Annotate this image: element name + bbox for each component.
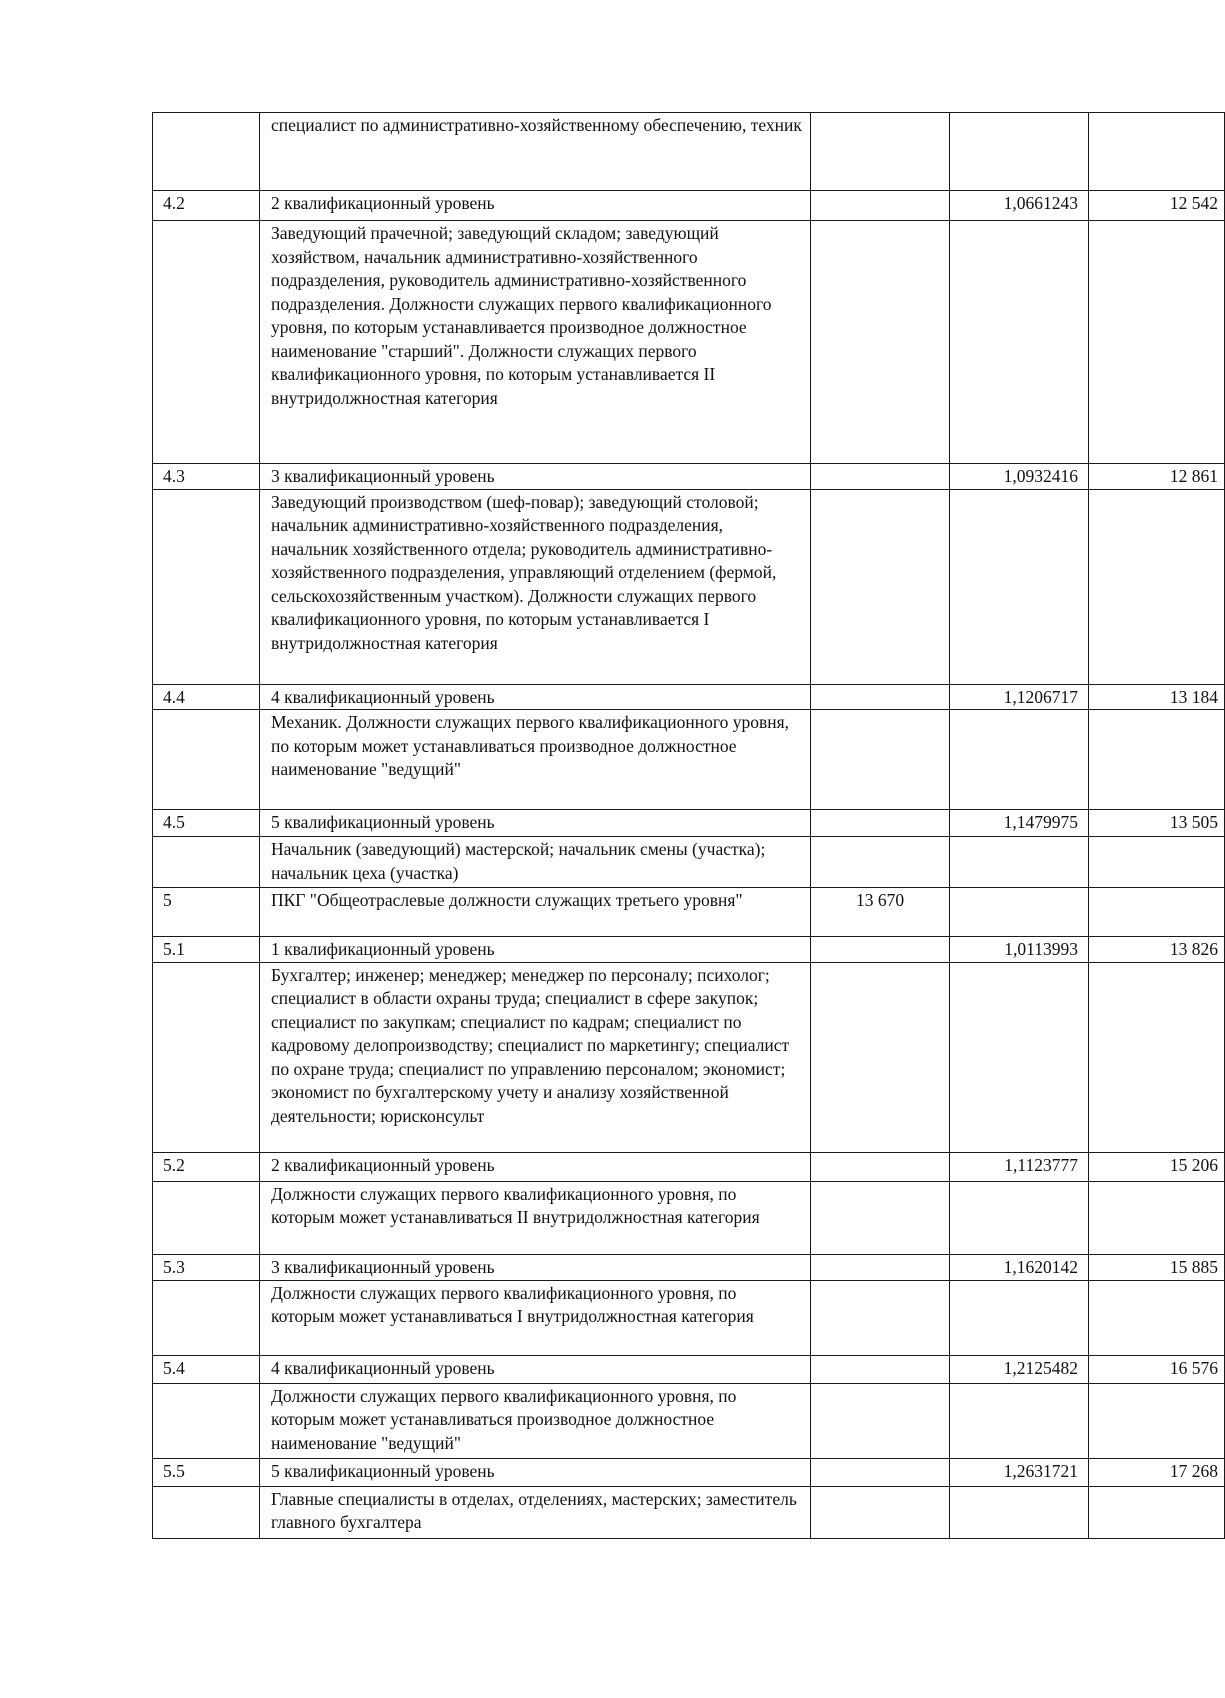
base-salary-cell (811, 191, 950, 221)
table-row (153, 962, 1225, 1152)
salary-cell (1089, 1280, 1225, 1355)
position-list: Главные специалисты в отделах, отделениях, мастерских; заместитель главного бухгалтера (260, 1486, 811, 1538)
table-row (153, 489, 1225, 684)
table-row (153, 1486, 1225, 1538)
coefficient-cell (950, 113, 1089, 191)
position-text: специалист по административно-хозяйственному обеспечению, техник (260, 113, 811, 191)
table-row (153, 1280, 1225, 1355)
coefficient-cell (950, 1383, 1089, 1458)
row-number: 4.5 (153, 810, 260, 837)
table-row (153, 1254, 1225, 1280)
table-row (153, 1458, 1225, 1486)
coefficient-cell: 1,1620142 (950, 1254, 1089, 1280)
base-salary-cell (811, 1383, 950, 1458)
base-salary-cell (811, 937, 950, 963)
table-row (153, 191, 1225, 221)
base-salary-cell (811, 221, 950, 464)
row-number: 5.4 (153, 1355, 260, 1383)
row-number: 5.1 (153, 937, 260, 963)
coefficient-cell: 1,2125482 (950, 1355, 1089, 1383)
salary-table (152, 112, 1225, 1539)
qualification-level: 5 квалификационный уровень (260, 810, 811, 837)
salary-cell (1089, 962, 1225, 1152)
salary-cell: 15 885 (1089, 1254, 1225, 1280)
salary-cell: 17 268 (1089, 1458, 1225, 1486)
qualification-level: 3 квалификационный уровень (260, 1254, 811, 1280)
coefficient-cell: 1,1123777 (950, 1152, 1089, 1181)
salary-cell: 12 861 (1089, 464, 1225, 490)
base-salary-cell (811, 1280, 950, 1355)
coefficient-cell (950, 1486, 1089, 1538)
salary-cell (1089, 113, 1225, 191)
position-list: Заведующий прачечной; заведующий складом; заведующий хозяйством, начальник административно-хозяйственного подразделения, руководитель административно-хозяйственного подразделения. Должности служащих первого квалификационного уровня, по которым устанавливается производное должностное наименование "старший". Должности служащих первого квалификационного уровня, по которым устанавливается II внутридолжностная категория (260, 221, 811, 464)
coefficient-cell (950, 962, 1089, 1152)
coefficient-cell (950, 221, 1089, 464)
base-salary-cell (811, 489, 950, 684)
coefficient-cell: 1,2631721 (950, 1458, 1089, 1486)
table-row (153, 1152, 1225, 1181)
coefficient-cell: 1,0932416 (950, 464, 1089, 490)
position-list: Должности служащих первого квалификационного уровня, по которым может устанавливаться I внутридолжностная категория (260, 1280, 811, 1355)
coefficient-cell (950, 1181, 1089, 1254)
table-row (153, 1355, 1225, 1383)
row-number (153, 221, 260, 464)
base-salary-cell (811, 1152, 950, 1181)
position-list: Должности служащих первого квалификационного уровня, по которым может устанавливаться II внутридолжностная категория (260, 1181, 811, 1254)
base-salary-cell (811, 962, 950, 1152)
qualification-level: 4 квалификационный уровень (260, 1355, 811, 1383)
row-number (153, 710, 260, 810)
table-row (153, 113, 1225, 191)
coefficient-cell (950, 1280, 1089, 1355)
row-number: 5.2 (153, 1152, 260, 1181)
row-number: 4.2 (153, 191, 260, 221)
salary-cell (1089, 221, 1225, 464)
base-salary-cell (811, 837, 950, 888)
table-row (153, 1181, 1225, 1254)
table-row (153, 888, 1225, 937)
salary-cell: 13 826 (1089, 937, 1225, 963)
qualification-level: 1 квалификационный уровень (260, 937, 811, 963)
coefficient-cell (950, 710, 1089, 810)
professional-group-title: ПКГ "Общеотраслевые должности служащих третьего уровня" (260, 888, 811, 937)
base-salary-cell (811, 113, 950, 191)
row-number (153, 837, 260, 888)
coefficient-cell (950, 888, 1089, 937)
row-number (153, 1280, 260, 1355)
row-number (153, 962, 260, 1152)
row-number: 4.3 (153, 464, 260, 490)
base-salary-cell (811, 710, 950, 810)
base-salary-cell (811, 1458, 950, 1486)
base-salary-cell (811, 1486, 950, 1538)
qualification-level: 2 квалификационный уровень (260, 191, 811, 221)
coefficient-cell (950, 489, 1089, 684)
base-salary-cell (811, 1355, 950, 1383)
position-list: Заведующий производством (шеф-повар); заведующий столовой; начальник административно-хозяйственного подразделения, начальник хозяйственного отдела; руководитель административно-хозяйственного подразделения, управляющий отделением (фермой, сельскохозяйственным участком). Должности служащих первого квалификационного уровня, по которым устанавливается I внутридолжностная категория (260, 489, 811, 684)
coefficient-cell: 1,1206717 (950, 684, 1089, 710)
row-number: 4.4 (153, 684, 260, 710)
coefficient-cell: 1,1479975 (950, 810, 1089, 837)
table-row (153, 1383, 1225, 1458)
salary-cell (1089, 888, 1225, 937)
position-list: Бухгалтер; инженер; менеджер; менеджер по персоналу; психолог; специалист в области охраны труда; специалист в сфере закупок; специалист по закупкам; специалист по кадрам; специалист по кадровому делопроизводству; специалист по маркетингу; специалист по охране труда; специалист по управлению персоналом; экономист; экономист по бухгалтерскому учету и анализу хозяйственной деятельности; юрисконсульт (260, 962, 811, 1152)
salary-cell: 12 542 (1089, 191, 1225, 221)
qualification-level: 3 квалификационный уровень (260, 464, 811, 490)
table-row (153, 464, 1225, 490)
salary-cell (1089, 1181, 1225, 1254)
salary-cell: 15 206 (1089, 1152, 1225, 1181)
row-number (153, 1383, 260, 1458)
base-salary-cell (811, 1254, 950, 1280)
table-row (153, 837, 1225, 888)
salary-cell (1089, 837, 1225, 888)
qualification-level: 5 квалификационный уровень (260, 1458, 811, 1486)
qualification-level: 4 квалификационный уровень (260, 684, 811, 710)
position-list: Механик. Должности служащих первого квалификационного уровня, по которым может устанавливаться производное должностное наименование "ведущий" (260, 710, 811, 810)
row-number (153, 489, 260, 684)
salary-cell: 16 576 (1089, 1355, 1225, 1383)
table-row (153, 684, 1225, 710)
coefficient-cell: 1,0113993 (950, 937, 1089, 963)
salary-cell (1089, 489, 1225, 684)
row-number (153, 1486, 260, 1538)
base-salary-cell (811, 464, 950, 490)
table-row (153, 810, 1225, 837)
base-salary-cell (811, 1181, 950, 1254)
coefficient-cell (950, 837, 1089, 888)
row-number: 5.3 (153, 1254, 260, 1280)
row-number: 5 (153, 888, 260, 937)
base-salary-cell: 13 670 (811, 888, 950, 937)
qualification-level: 2 квалификационный уровень (260, 1152, 811, 1181)
salary-cell (1089, 1486, 1225, 1538)
base-salary-cell (811, 684, 950, 710)
row-number: 5.5 (153, 1458, 260, 1486)
coefficient-cell: 1,0661243 (950, 191, 1089, 221)
table-row (153, 221, 1225, 464)
table-row (153, 937, 1225, 963)
salary-cell: 13 184 (1089, 684, 1225, 710)
position-list: Начальник (заведующий) мастерской; начальник смены (участка); начальник цеха (участка) (260, 837, 811, 888)
row-number (153, 1181, 260, 1254)
position-list: Должности служащих первого квалификационного уровня, по которым может устанавливаться производное должностное наименование "ведущий" (260, 1383, 811, 1458)
base-salary-cell (811, 810, 950, 837)
row-number (153, 113, 260, 191)
table-row (153, 710, 1225, 810)
salary-cell (1089, 710, 1225, 810)
salary-cell (1089, 1383, 1225, 1458)
salary-cell: 13 505 (1089, 810, 1225, 837)
